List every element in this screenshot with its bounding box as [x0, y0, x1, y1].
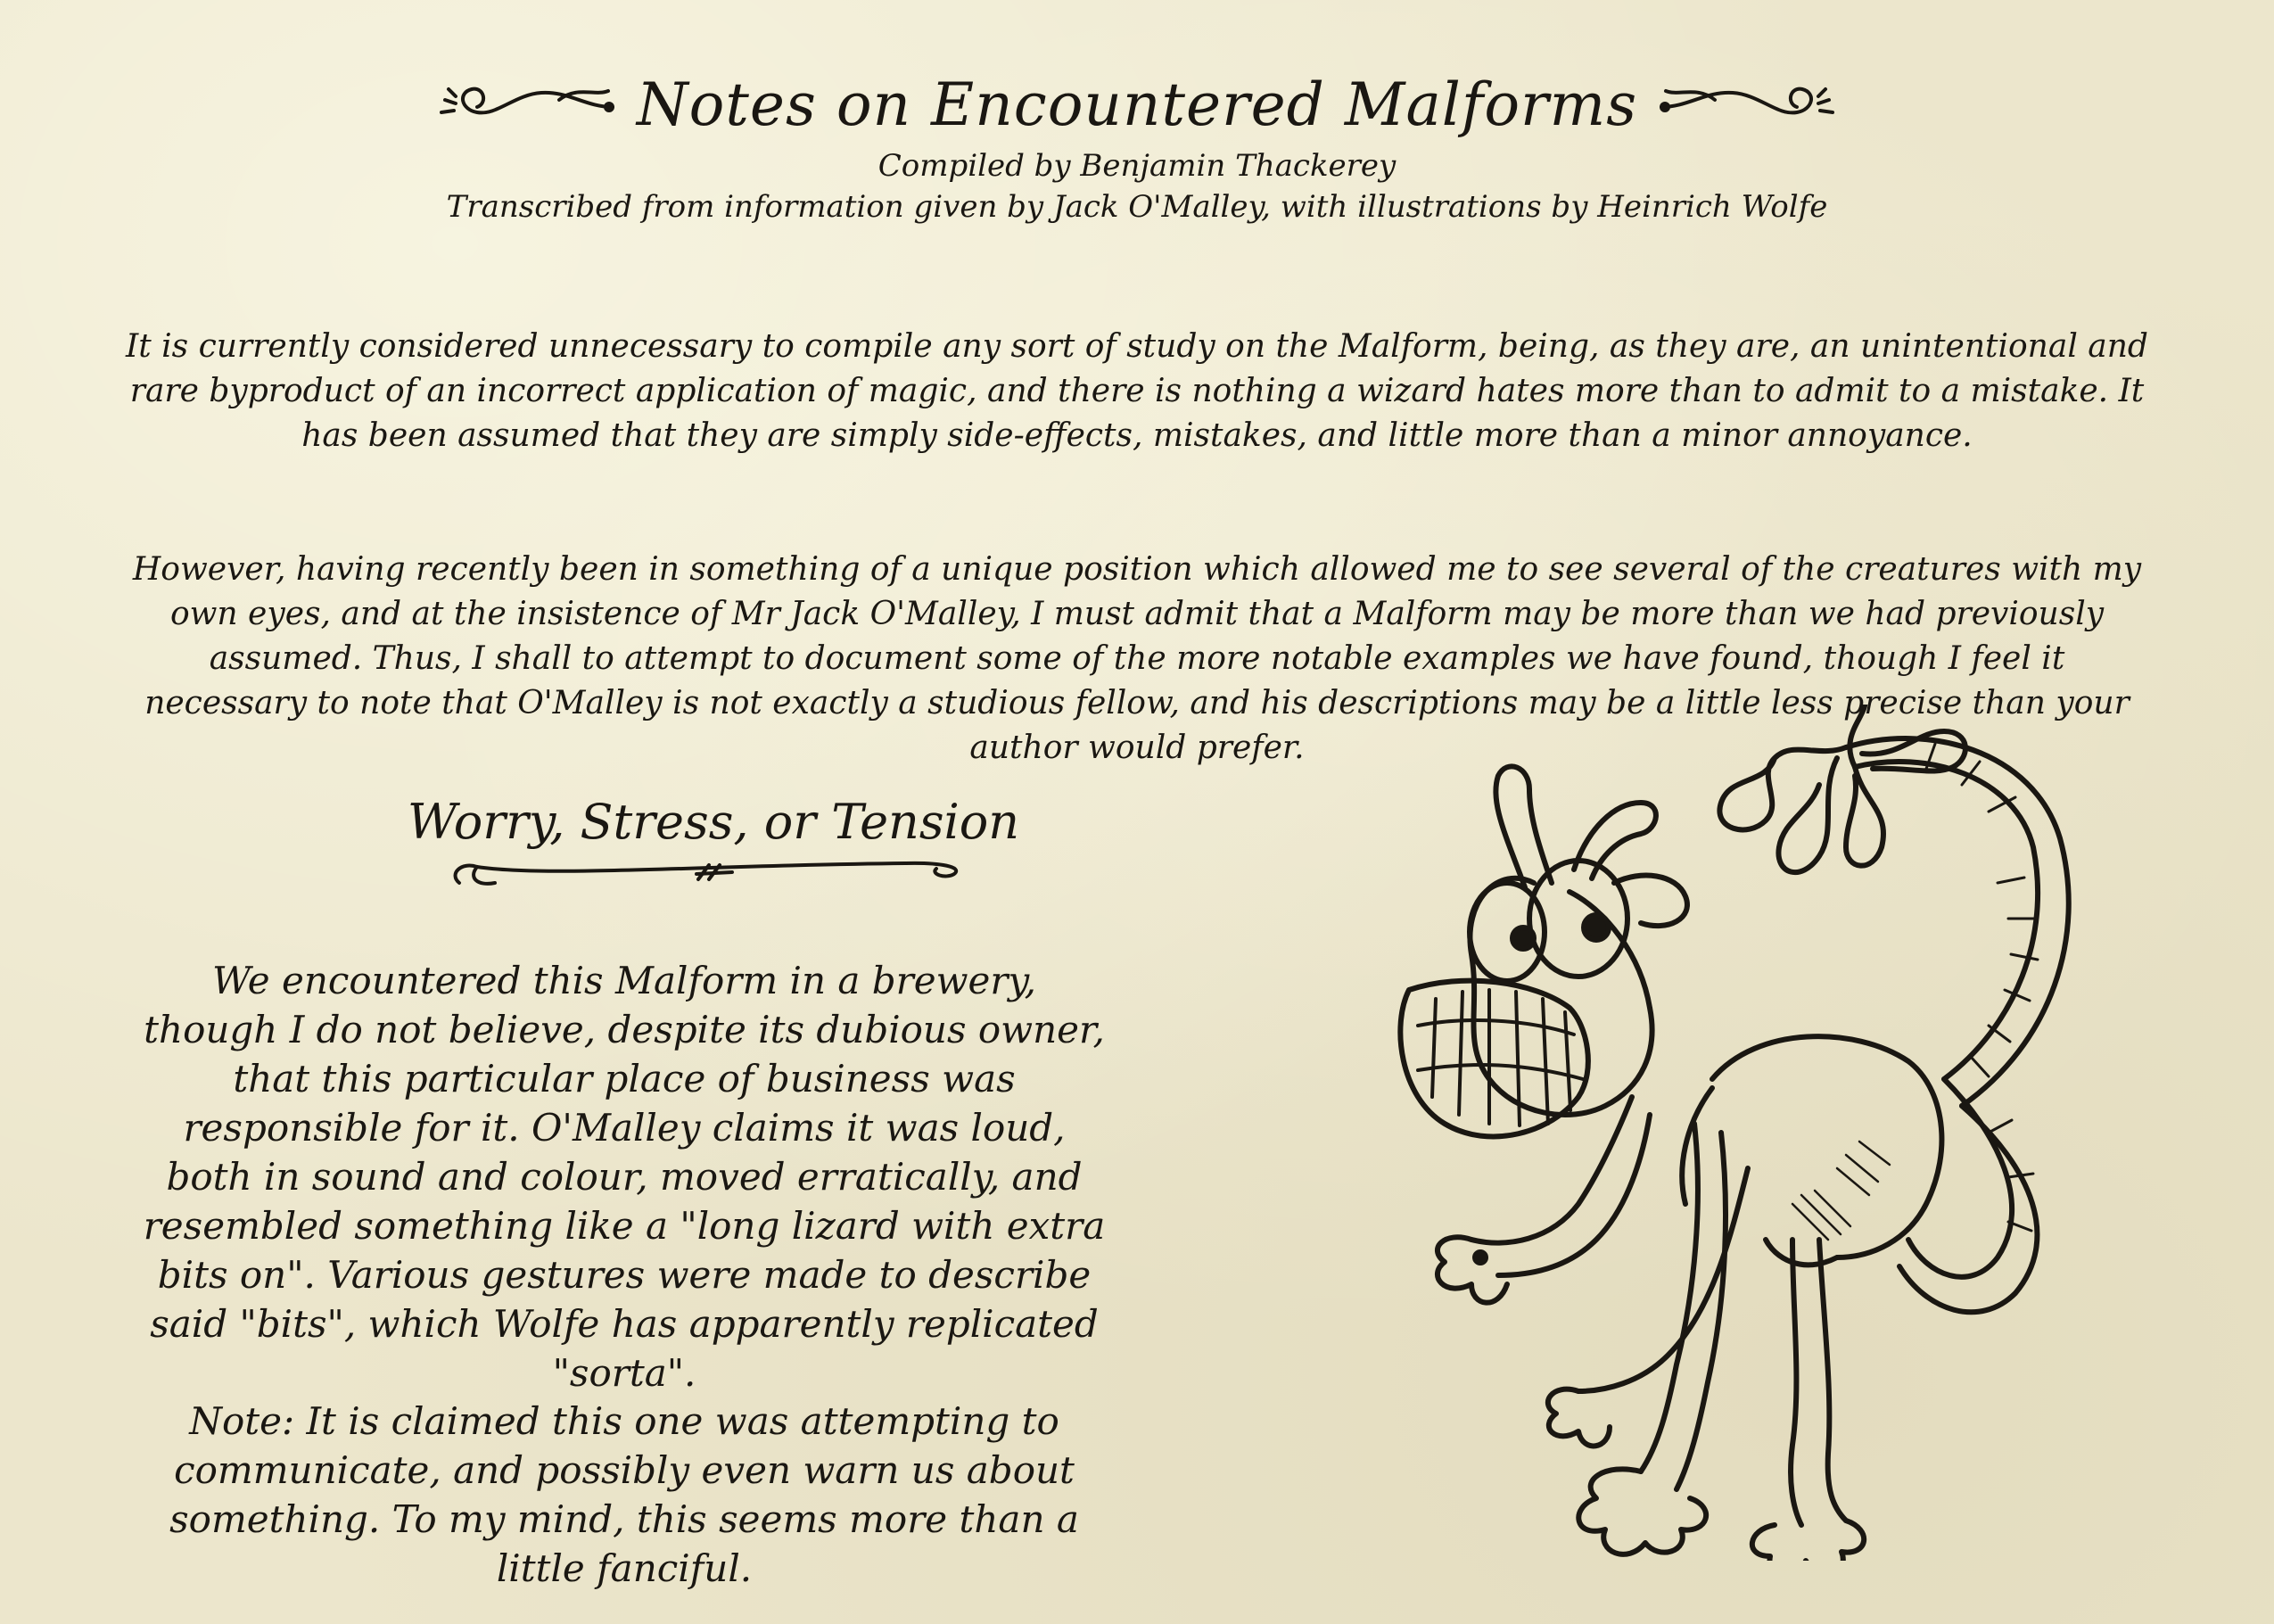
page-title: Notes on Encountered Malforms — [636, 70, 1638, 139]
intro-paragraph-1: It is currently considered unnecessary to compile any sort of study on the Malform, being, as they are, an unintentional and rare byproduct of an incorrect application of magic, and there is nothing a wizard hates more than to admit to a mistake. It has been assumed that they are simply side-effects, mistakes, and little more than a minor annoyance. — [126, 328, 2148, 454]
title-row — [0, 64, 2274, 144]
entry-note: Note: It is claimed this one was attempting to communicate, and possibly even warn us about something. To my mind, this seems more than a little fanciful. — [169, 1399, 1079, 1590]
heading-underline-swash-icon — [441, 847, 976, 901]
intro-paragraph-2: However, having recently been in something of a unique position which allowed me to see several of the creatures with my own eyes, and at the insistence of Mr Jack O'Malley, I must admit that a Malform may be more than we had previously assumed. Thus, I shall to attempt to document some of the more notable examples we have found, though I feel it necessary to note that O'Malley is not exactly a studious fellow, and his descriptions may be a little less precise than your author would prefer. — [132, 551, 2142, 766]
compiled-by: Compiled by Benjamin Thackerey — [877, 148, 1397, 184]
malform-creature-icon — [1373, 705, 2113, 1561]
entry-heading: Worry, Stress, or Tension — [407, 794, 1020, 850]
entry-description: We encountered this Malform in a brewery, though I do not believe, despite its dubious owner, that this particular place of business was responsible for it. O'Malley claims it was loud, both in sound and colour, moved erratically, and resembled something like a "long lizard with extra bits on". Various gestures were made to describe said "bits", which Wolfe has apparently replicated "sorta". — [143, 959, 1106, 1395]
left-flourish-icon — [425, 73, 617, 136]
right-flourish-icon — [1657, 73, 1849, 136]
transcription-credit: Transcribed from information given by Jack O'Malley, with illustrations by Heinrich Wolfe — [446, 189, 1828, 225]
